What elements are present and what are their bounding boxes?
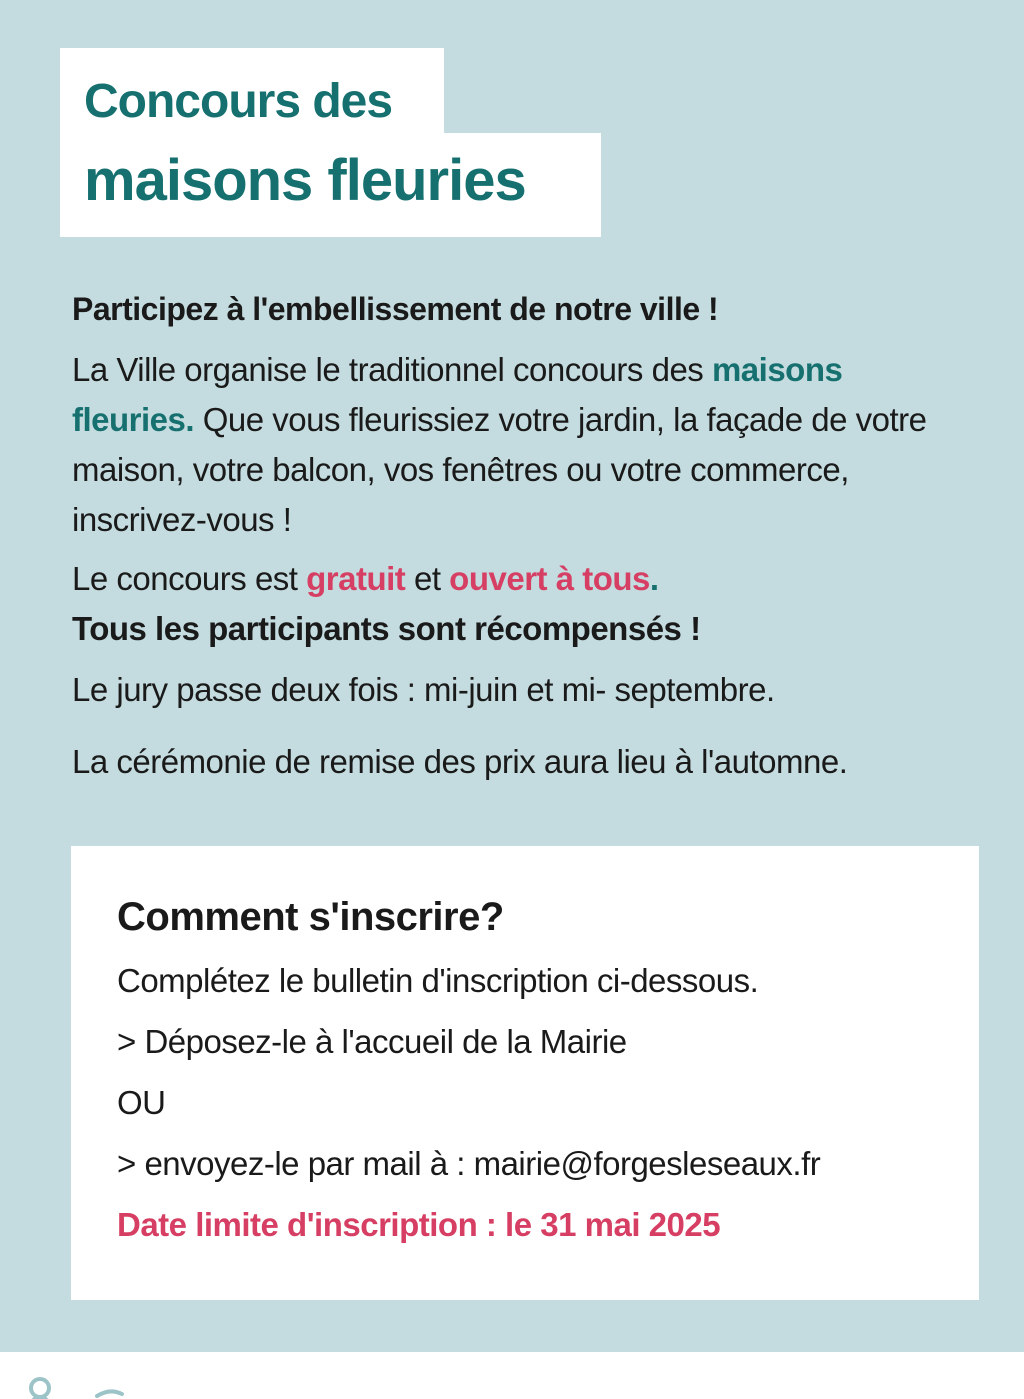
intro-text-a: La Ville organise le traditionnel concours des	[72, 351, 712, 388]
free-highlight: gratuit	[306, 560, 406, 597]
scissors-icon	[22, 1372, 132, 1399]
contest-free-paragraph	[72, 554, 972, 604]
registration-or: OU	[117, 1084, 166, 1121]
registration-title: Comment s'inscrire?	[117, 895, 504, 939]
page-title-line1: Concours des	[84, 75, 393, 128]
title-box-line2	[60, 133, 601, 237]
intro-text-b: Que vous fleurissiez votre jardin, la façade de votre maison, votre balcon, vos fenêtres ou votre commerce, inscrivez-vous !	[72, 401, 927, 538]
rewarded-text: Tous les participants sont récompensés !	[72, 610, 701, 647]
free-text-b: et	[405, 560, 450, 597]
registration-step-email: > envoyez-le par mail à : mairie@forgesleseaux.fr	[117, 1145, 821, 1182]
open-highlight: ouvert à tous	[449, 560, 650, 597]
ceremony-text: La cérémonie de remise des prix aura lieu à l'automne.	[72, 743, 848, 780]
intro-heading: Participez à l'embellissement de notre ville !	[72, 291, 719, 327]
page-title-line2: maisons fleuries	[84, 148, 526, 213]
registration-step-complete: Complétez le bulletin d'inscription ci-dessous.	[117, 962, 759, 999]
free-text-a: Le concours est	[72, 560, 307, 597]
registration-box	[71, 846, 979, 1300]
title-box-line1	[60, 48, 444, 138]
registration-step-deposit: > Déposez-le à l'accueil de la Mairie	[117, 1023, 627, 1060]
free-dot: .	[649, 560, 659, 597]
intro-highlight: maisons fleuries.	[72, 351, 843, 438]
jury-text: Le jury passe deux fois : mi-juin et mi- septembre.	[72, 671, 775, 708]
intro-paragraph	[72, 345, 972, 545]
registration-deadline: Date limite d'inscription : le 31 mai 2025	[117, 1206, 721, 1243]
